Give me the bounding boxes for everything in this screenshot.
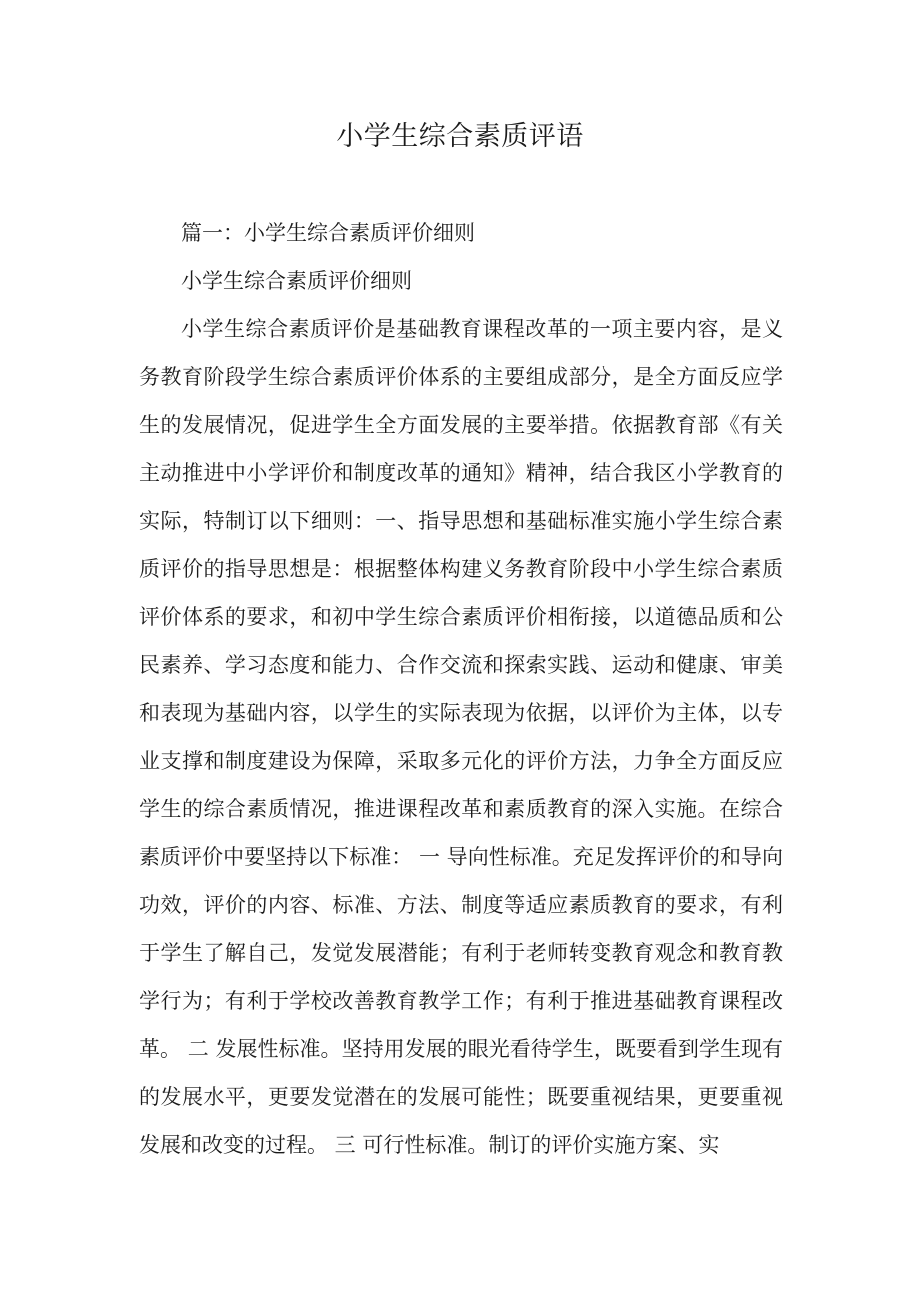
document-body (139, 209, 783, 1169)
document-title: 小学生综合素质评语 (336, 121, 584, 152)
section-subtitle: 小学生综合素质评价细则 (181, 269, 412, 293)
section-heading: 篇一：小学生综合素质评价细则 (181, 221, 475, 245)
body-paragraph: 小学生综合素质评价是基础教育课程改革的一项主要内容，是义务教育阶段学生综合素质评价体系的主要组成部分，是全方面反应学生的发展情况，促进学生全方面发展的主要举措。依据教育部《有关主动推进中小学评价和制度改革的通知》精神，结合我区小学教育的实际，特制订以下细则：一、指导思想和基础标准实施小学生综合素质评价的指导思想是：根据整体构建义务教育阶段中小学生综合素质评价体系的要求，和初中学生综合素质评价相衔接，以道德品质和公民素养、学习态度和能力、合作交流和探索实践、运动和健康、审美和表现为基础内容，以学生的实际表现为依据，以评价为主体，以专业支撑和制度建设为保障，采取多元化的评价方法，力争全方面反应学生的综合素质情况，推进课程改革和素质教育的深入实施。在综合素质评价中要坚持以下标准： 一 导向性标准。充足发挥评价的和导向功效，评价的内容、标准、方法、制度等适应素质教育的要求，有利于学生了解自己，发觉发展潜能；有利于老师转变教育观念和教育教学行为；有利于学校改善教育教学工作；有利于推进基础教育课程改革。 二 发展性标准。坚持用发展的眼光看待学生，既要看到学生现有的发展水平，更要发觉潜在的发展可能性；既要重视结果，更要重视发展和改变的过程。 三 可行性标准。制订的评价实施方案、实 (139, 317, 783, 1157)
